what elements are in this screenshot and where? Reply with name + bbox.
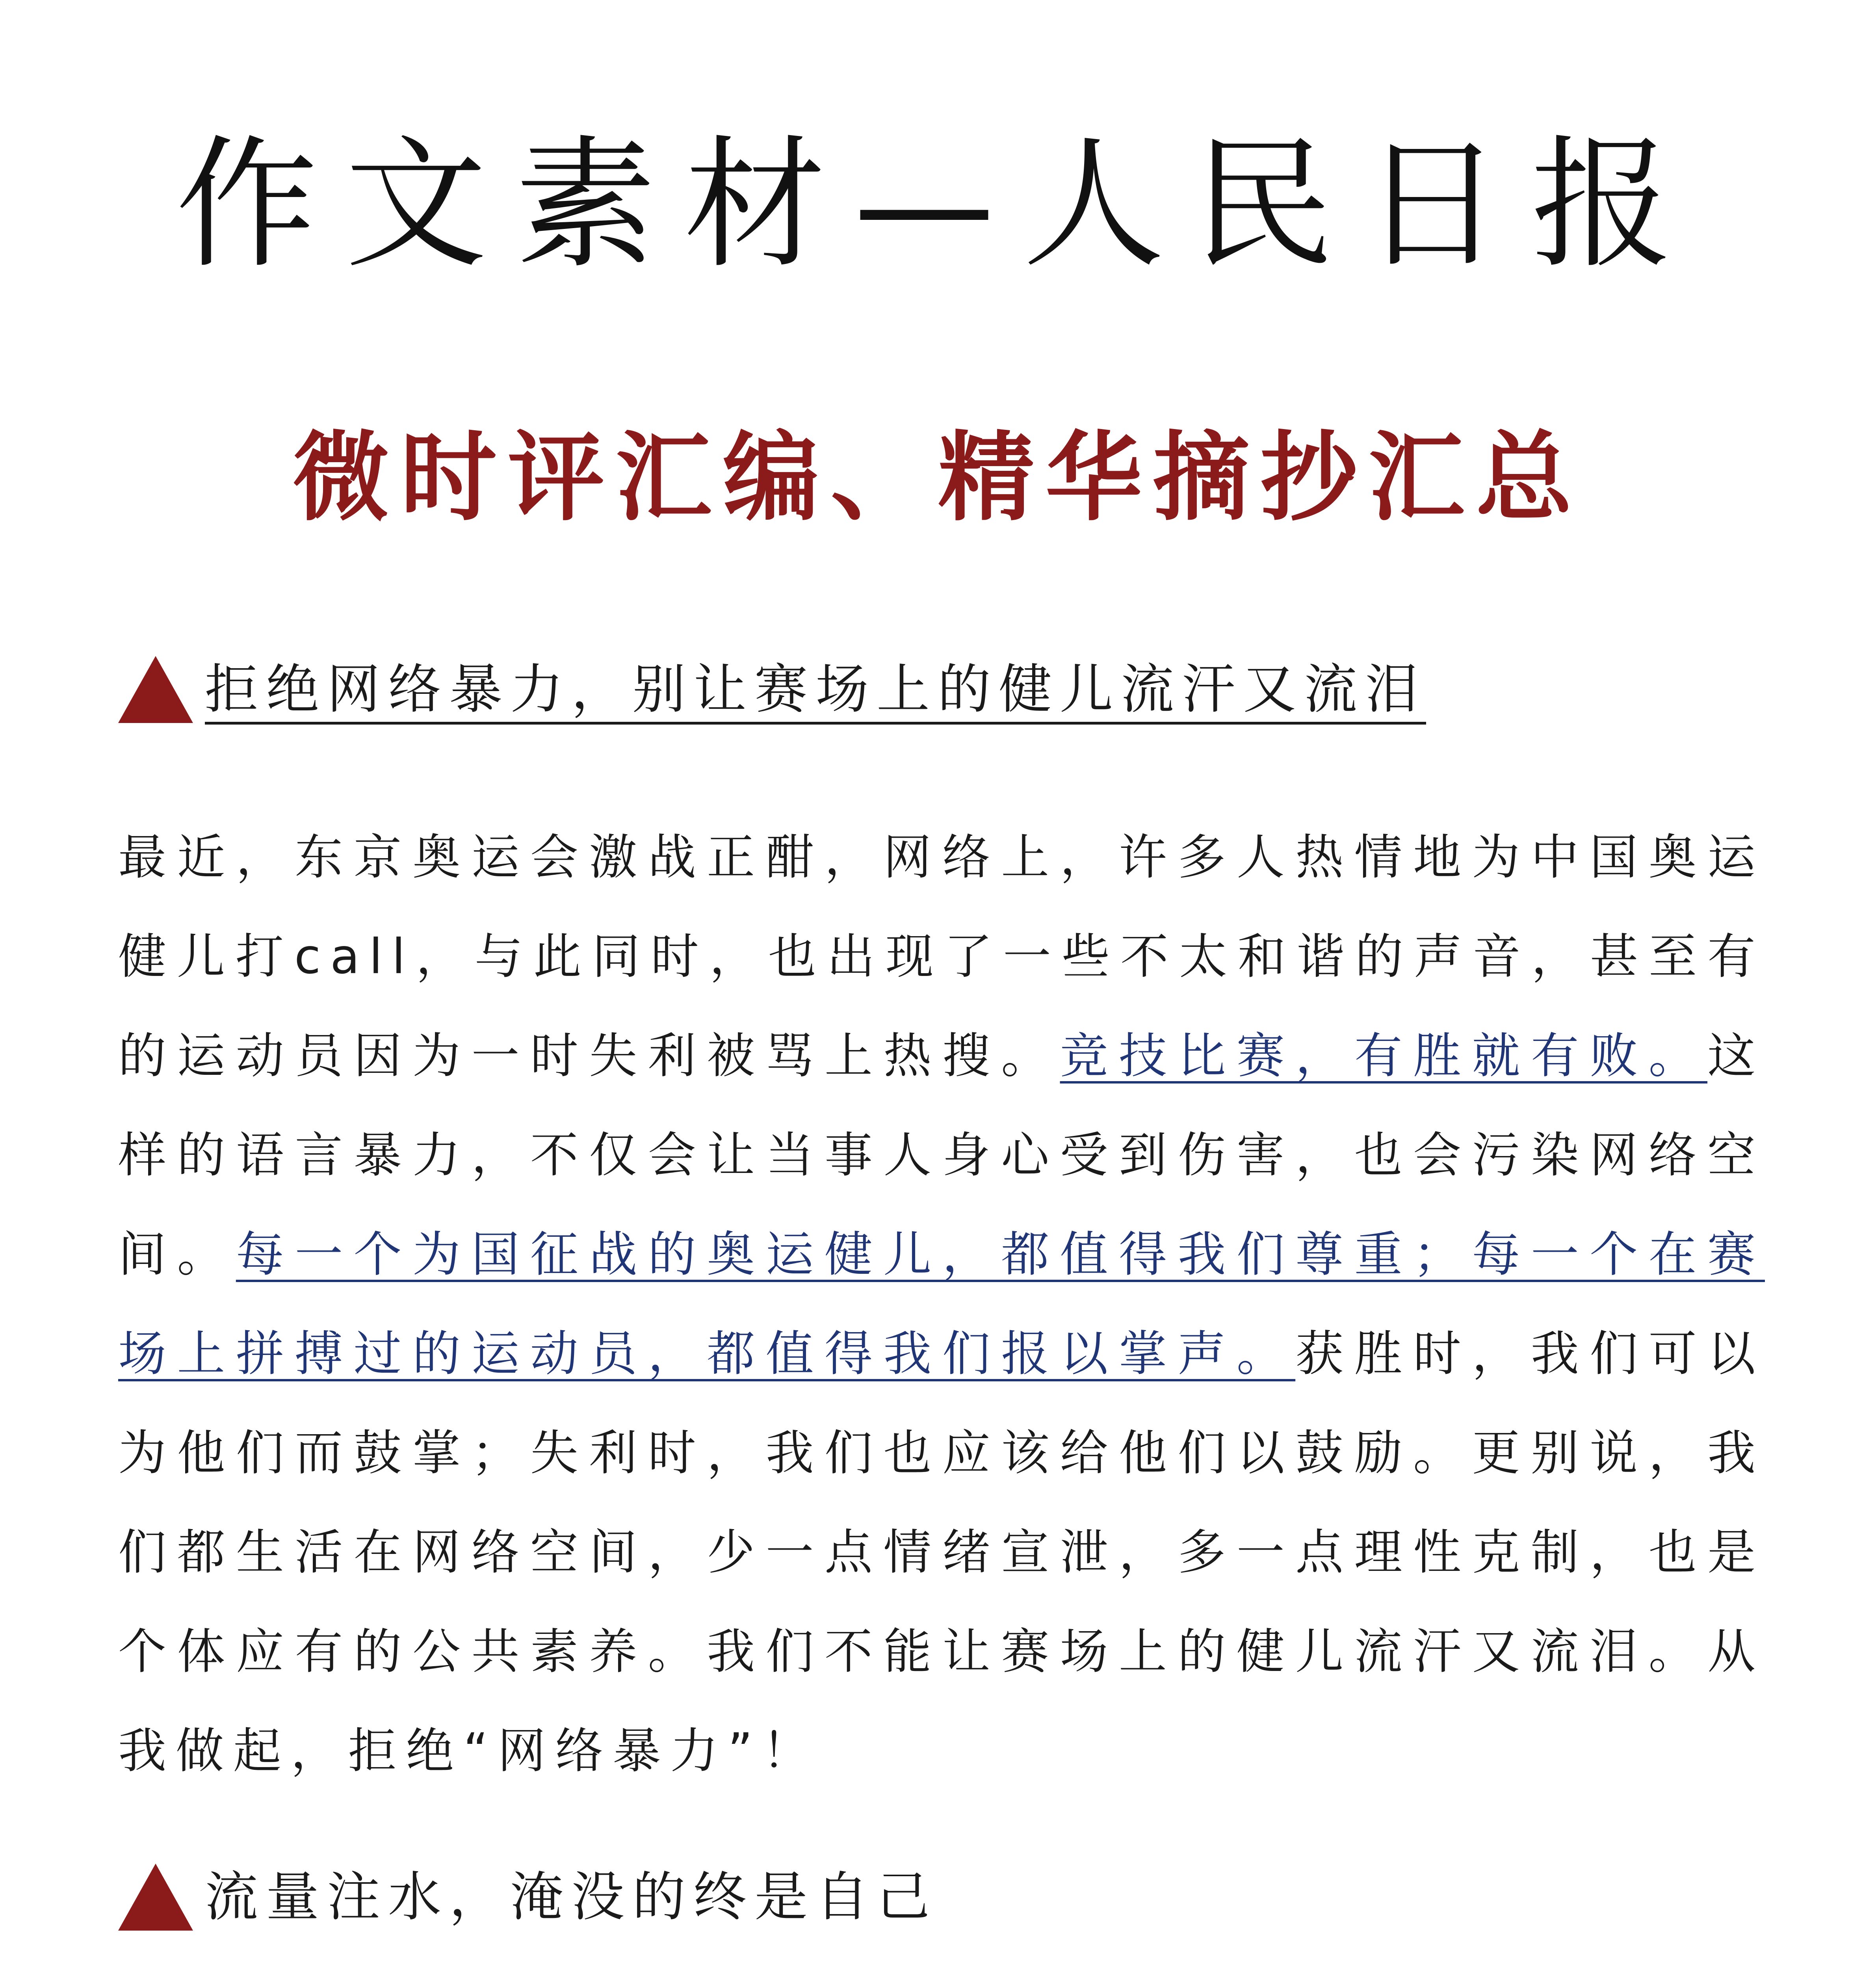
highlighted-quote: 竞技比赛，有胜就有败。 bbox=[1060, 1028, 1708, 1084]
paragraph-text: 最近，东京奥运会激战正酣，网络上，许多人热情地为中国奥运健儿打call，与此同时，也出现了一些不太和谐的声音，甚至有的运动员因为一时失利被骂上热搜。 bbox=[118, 829, 1765, 1084]
section-heading-text: 流量注水，淹没的终是自己 bbox=[205, 1866, 938, 1928]
highlighted-quote: 每一个为国征战的奥运健儿，都值得我们尊重；每一个在赛场上拼搏过的运动员，都值得我们报以掌声。 bbox=[118, 1227, 1765, 1382]
section-heading-2 bbox=[118, 1864, 938, 1931]
section-paragraph-1 bbox=[118, 808, 1765, 1801]
paragraph-text: 这样的语言暴力，不仅会让当事人身心受到伤害，也会污染网络空间。 bbox=[118, 1028, 1765, 1282]
paragraph-text: 获胜时，我们可以为他们而鼓掌；失利时，我们也应该给他们以鼓励。更别说，我们都生活在网络空间，少一点情绪宣泄，多一点理性克制，也是个体应有的公共素养。我们不能让赛场上的健儿流汗又流泪。从我做起，拒绝“网络暴力”！ bbox=[118, 1326, 1765, 1779]
section-heading-1 bbox=[118, 656, 1426, 723]
triangle-bullet-icon bbox=[118, 656, 193, 723]
page-title: 作文素材—人民日报 bbox=[176, 122, 1700, 287]
section-heading-text: 拒绝网络暴力，别让赛场上的健儿流汗又流泪 bbox=[205, 658, 1426, 720]
triangle-bullet-icon bbox=[118, 1864, 193, 1931]
page-subtitle: 微时评汇编、精华摘抄汇总 bbox=[293, 422, 1583, 534]
